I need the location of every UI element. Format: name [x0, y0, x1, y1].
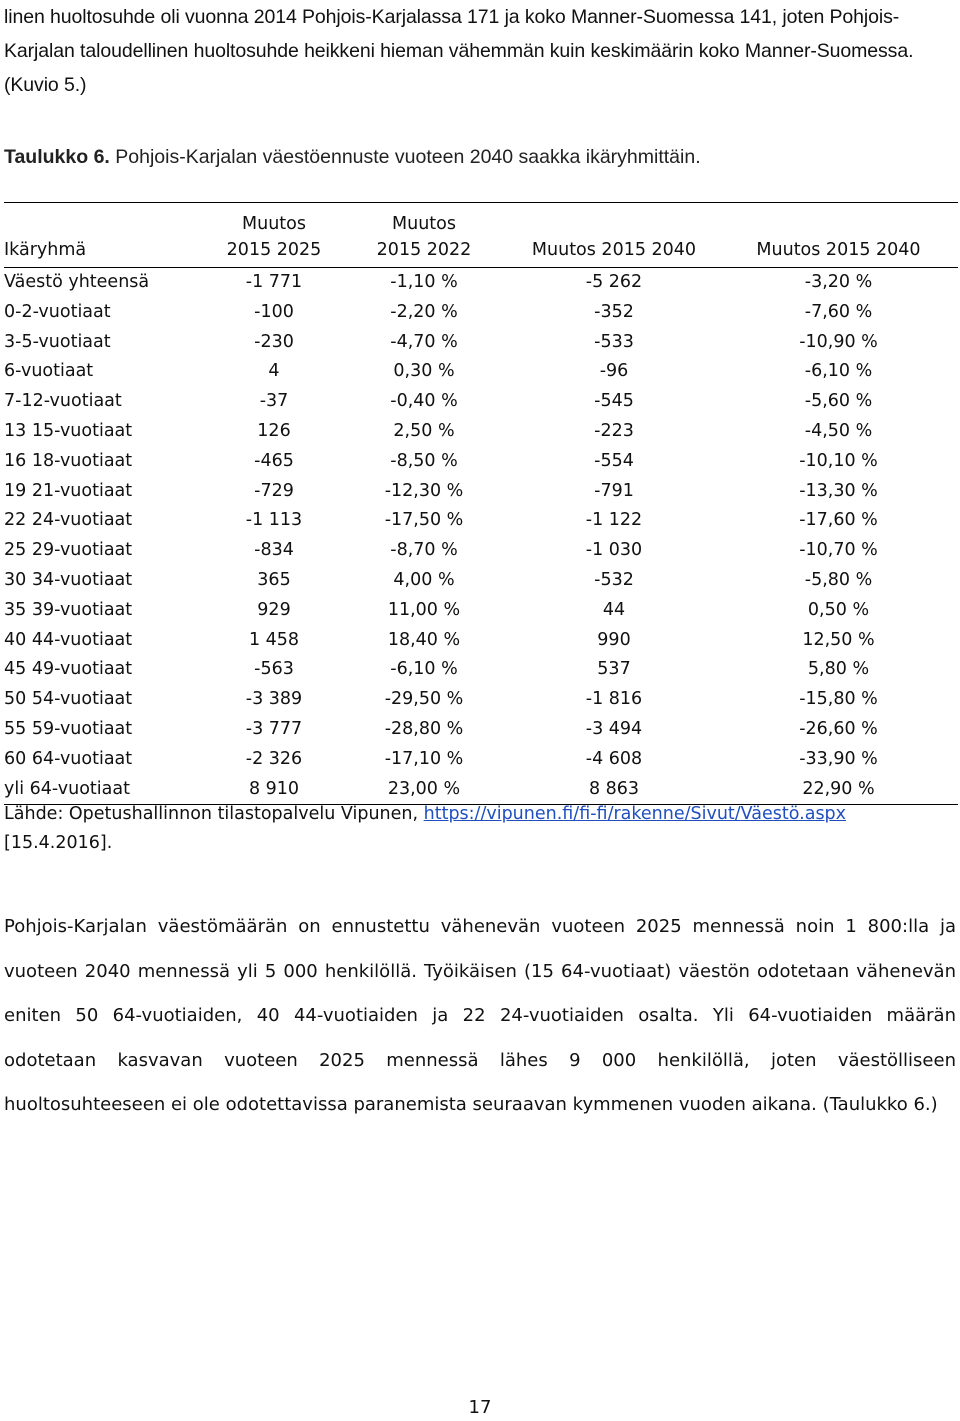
cell-change-2015-2022: -17,10 %	[384, 748, 464, 769]
cell-change-2015-2040-count: 44	[602, 599, 626, 620]
header-change-2015-2022	[339, 203, 509, 268]
cell-change-2015-2040-percent: -15,80 %	[799, 689, 878, 710]
cell-change-2015-2022: -1,10 %	[390, 272, 458, 292]
cell-change-2015-2040-percent: -13,30 %	[799, 480, 878, 501]
table-row	[4, 328, 958, 358]
cell-change-2015-2040-count: -352	[594, 301, 634, 322]
cell-change-2015-2022: 18,40 %	[387, 629, 461, 650]
cell-age-group: 55 59-vuotiaat	[4, 718, 133, 739]
cell-change-2015-2025: 8 910	[248, 778, 300, 799]
source-link[interactable]: https://vipunen.fi/fi-fi/rakenne/Sivut/Väestö.aspx	[423, 804, 847, 824]
cell-change-2015-2025: -230	[254, 331, 294, 352]
cell-change-2015-2025: 1 458	[248, 629, 300, 650]
cell-change-2015-2040-count: -1 030	[585, 540, 643, 561]
cell-change-2015-2040-percent: -17,60 %	[799, 510, 878, 531]
intro-text: linen huoltosuhde oli vuonna 2014 Pohjois-Karjalassa 171 ja koko Manner-Suomessa 141, joten Pohjois-Karjalan taloudellinen huoltosuhde heikkeni hieman vähemmän kuin keskimäärin koko Manner-Suomessa. (Kuvio 5.)	[4, 6, 914, 96]
cell-change-2015-2022: -2,20 %	[390, 301, 458, 322]
table-row	[4, 536, 958, 566]
cell-change-2015-2040-percent: -6,10 %	[804, 361, 873, 382]
cell-change-2015-2025: -1 113	[245, 510, 303, 531]
cell-change-2015-2040-count: -1 816	[585, 689, 643, 710]
header-change-2015-2022-line1: Muutos	[392, 214, 456, 234]
cell-change-2015-2025: -563	[254, 659, 294, 680]
cell-change-2015-2040-count: -223	[594, 420, 634, 441]
cell-change-2015-2025: -1 771	[245, 272, 303, 292]
table-body	[4, 268, 958, 805]
cell-change-2015-2025: 4	[268, 361, 280, 382]
header-change-2015-2040-count: Muutos 2015 2040	[531, 240, 697, 260]
cell-change-2015-2025: 126	[257, 420, 291, 441]
cell-change-2015-2040-percent: -5,80 %	[804, 569, 873, 590]
cell-age-group: 16 18-vuotiaat	[4, 450, 133, 471]
cell-age-group: 7-12-vuotiaat	[4, 391, 122, 412]
table-row	[4, 357, 958, 387]
cell-change-2015-2022: -17,50 %	[384, 510, 464, 531]
cell-age-group: 6-vuotiaat	[4, 361, 94, 382]
table-row	[4, 417, 958, 447]
header-change-2015-2040-percent: Muutos 2015 2040	[756, 240, 921, 260]
table-row	[4, 298, 958, 328]
cell-change-2015-2025: -834	[254, 540, 294, 561]
cell-age-group: 0-2-vuotiaat	[4, 301, 111, 322]
header-age-group: Ikäryhmä	[4, 240, 87, 260]
table-row	[4, 626, 958, 656]
cell-change-2015-2025: -3 777	[245, 718, 303, 739]
table-row	[4, 566, 958, 596]
cell-change-2015-2040-count: -5 262	[585, 272, 643, 292]
table-row	[4, 685, 958, 715]
table-row	[4, 745, 958, 775]
population-forecast-table	[4, 202, 958, 805]
cell-change-2015-2040-count: -791	[594, 480, 634, 501]
cell-change-2015-2025: 365	[257, 569, 291, 590]
cell-change-2015-2025: -3 389	[245, 689, 303, 710]
cell-change-2015-2022: -12,30 %	[384, 480, 464, 501]
cell-change-2015-2040-count: -4 608	[585, 748, 643, 769]
cell-change-2015-2025: 929	[257, 599, 291, 620]
table-row	[4, 477, 958, 507]
cell-change-2015-2040-count: -554	[594, 450, 634, 471]
page-number: 17	[468, 1397, 492, 1418]
cell-age-group: 3-5-vuotiaat	[4, 331, 111, 352]
cell-change-2015-2022: 0,30 %	[393, 361, 455, 382]
cell-change-2015-2022: -0,40 %	[390, 391, 458, 412]
cell-age-group: yli 64-vuotiaat	[4, 778, 130, 799]
source-date: [15.4.2016].	[4, 833, 113, 853]
cell-change-2015-2040-count: 8 863	[588, 778, 640, 799]
cell-change-2015-2040-percent: 0,50 %	[807, 599, 870, 620]
cell-change-2015-2022: -8,70 %	[390, 540, 458, 561]
cell-change-2015-2022: -6,10 %	[390, 659, 458, 680]
cell-change-2015-2040-percent: 5,80 %	[807, 659, 870, 680]
cell-change-2015-2040-count: -3 494	[585, 718, 643, 739]
cell-change-2015-2040-percent: -10,10 %	[799, 450, 878, 471]
intro-paragraph	[4, 0, 956, 102]
table-header	[4, 203, 958, 268]
cell-change-2015-2022: -4,70 %	[390, 331, 458, 352]
table-row	[4, 655, 958, 685]
cell-change-2015-2040-count: 537	[597, 659, 631, 680]
cell-change-2015-2022: 4,00 %	[393, 569, 455, 590]
cell-change-2015-2022: -28,80 %	[384, 718, 464, 739]
cell-change-2015-2040-percent: -5,60 %	[804, 391, 873, 412]
cell-change-2015-2040-count: 990	[597, 629, 631, 650]
cell-age-group: 45 49-vuotiaat	[4, 659, 133, 680]
cell-change-2015-2040-percent: -10,90 %	[799, 331, 878, 352]
table-caption	[4, 140, 956, 174]
cell-change-2015-2040-count: -96	[599, 361, 629, 382]
cell-age-group: 13 15-vuotiaat	[4, 420, 133, 441]
cell-age-group: 25 29-vuotiaat	[4, 540, 133, 561]
cell-change-2015-2040-percent: 12,50 %	[802, 629, 875, 650]
cell-change-2015-2040-percent: -10,70 %	[799, 540, 878, 561]
cell-change-2015-2025: -465	[254, 450, 294, 471]
cell-change-2015-2040-count: -533	[594, 331, 634, 352]
cell-change-2015-2040-percent: 22,90 %	[802, 778, 875, 799]
cell-change-2015-2022: 11,00 %	[387, 599, 461, 620]
cell-age-group: Väestö yhteensä	[4, 272, 150, 292]
table-caption-label: Taulukko 6.	[4, 146, 110, 168]
table-source-note	[4, 800, 956, 858]
body-text: Pohjois-Karjalan väestömäärän on ennustettu vähenevän vuoteen 2025 mennessä noin 1 800:lla ja vuoteen 2040 mennessä yli 5 000 henkilöllä. Työikäisen (15 64-vuotiaat) väestön odotetaan vähenevän eniten 50 64-vuotiaiden, 40 44-vuotiaiden ja 22 24-vuotiaiden osalta. Yli 64-vuotiaiden määrän odotetaan kasvavan vuoteen 2025 mennessä lähes 9 000 henkilöllä, joten väestölliseen huoltosuhteeseen ei ole odotettavissa paranemista seuraavan kymmenen vuoden aikana. (Taulukko 6.)	[4, 916, 956, 1115]
cell-change-2015-2025: -100	[254, 301, 294, 322]
cell-change-2015-2025: -37	[259, 391, 289, 412]
cell-change-2015-2025: -729	[254, 480, 294, 501]
cell-age-group: 30 34-vuotiaat	[4, 569, 133, 590]
cell-age-group: 50 54-vuotiaat	[4, 689, 133, 710]
cell-age-group: 22 24-vuotiaat	[4, 510, 133, 531]
table-row	[4, 387, 958, 417]
table-caption-text: Pohjois-Karjalan väestöennuste vuoteen 2040 saakka ikäryhmittäin.	[109, 146, 701, 168]
cell-change-2015-2040-percent: -33,90 %	[799, 748, 878, 769]
cell-change-2015-2040-count: -1 122	[585, 510, 643, 531]
cell-change-2015-2040-percent: -26,60 %	[799, 718, 878, 739]
cell-change-2015-2040-percent: -7,60 %	[804, 301, 873, 322]
source-prefix: Lähde: Opetushallinnon tilastopalvelu Vipunen,	[4, 804, 424, 824]
cell-change-2015-2022: 23,00 %	[387, 778, 461, 799]
header-change-2015-2025	[209, 203, 339, 268]
cell-change-2015-2040-percent: -4,50 %	[804, 420, 873, 441]
table-row	[4, 268, 958, 298]
cell-change-2015-2022: 2,50 %	[393, 420, 455, 441]
cell-age-group: 19 21-vuotiaat	[4, 480, 133, 501]
table-row	[4, 596, 958, 626]
cell-change-2015-2040-count: -545	[594, 391, 634, 412]
population-forecast-table-container	[4, 202, 958, 805]
table-header-row	[4, 203, 958, 268]
cell-age-group: 40 44-vuotiaat	[4, 629, 133, 650]
cell-age-group: 60 64-vuotiaat	[4, 748, 133, 769]
cell-change-2015-2040-percent: -3,20 %	[804, 272, 873, 292]
table-row	[4, 447, 958, 477]
header-change-2015-2022-line2: 2015 2022	[376, 240, 472, 260]
table-row	[4, 715, 958, 745]
cell-age-group: 35 39-vuotiaat	[4, 599, 133, 620]
cell-change-2015-2022: -29,50 %	[384, 689, 464, 710]
table-row	[4, 506, 958, 536]
body-paragraph	[4, 905, 956, 1128]
cell-change-2015-2040-count: -532	[594, 569, 634, 590]
cell-change-2015-2022: -8,50 %	[390, 450, 458, 471]
header-change-2015-2025-line2: 2015 2025	[226, 240, 322, 260]
cell-change-2015-2025: -2 326	[245, 748, 303, 769]
header-change-2015-2025-line1: Muutos	[242, 214, 306, 234]
